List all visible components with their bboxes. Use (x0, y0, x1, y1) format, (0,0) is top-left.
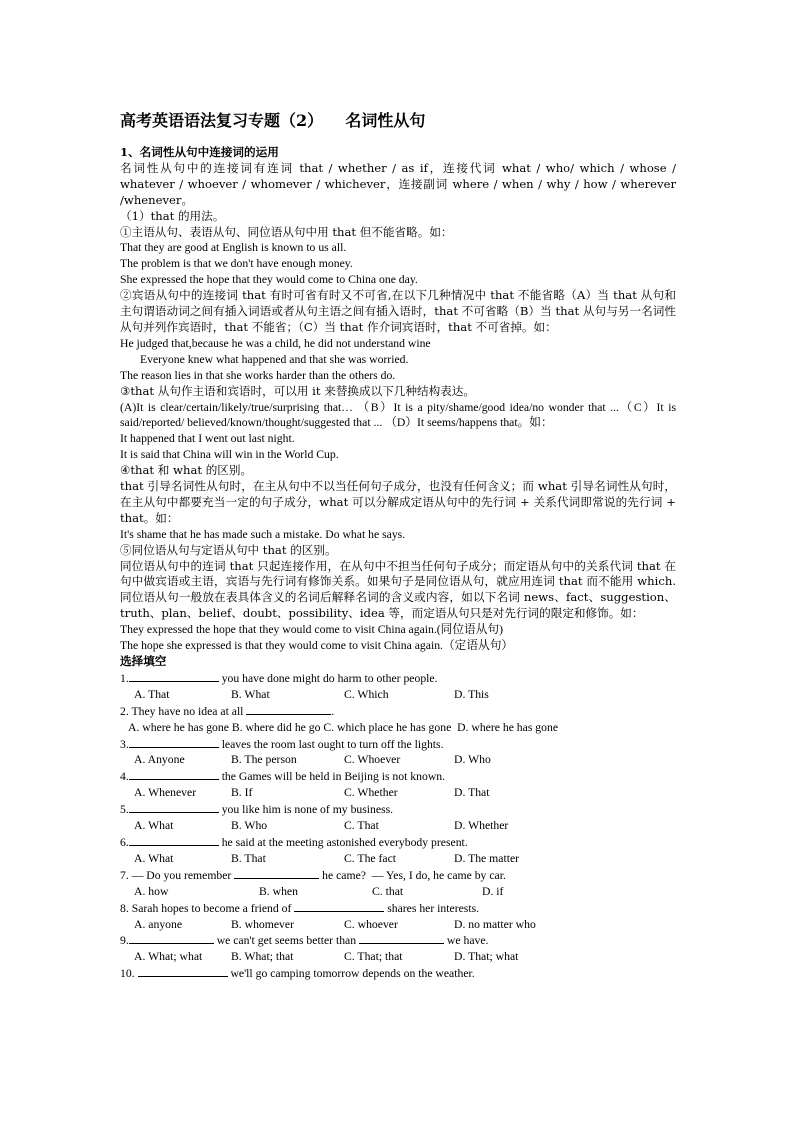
document-page (120, 108, 676, 982)
option[interactable]: A. What (134, 819, 174, 833)
answer-blank[interactable] (129, 670, 219, 682)
example-sentence: He judged that,because he was a child, he did not understand wine (120, 336, 431, 350)
rule-2-paragraph: ②宾语从句中的连接词 that 有时可省有时又不可省,在以下几种情况中 that 不能省略（A）当 that 从句和主句谓语动词之间有插入词语或者从句主语之间有插入语时，that 不可省略（B）当 that 从句与另一名词性从句并列作宾语时，that 不能省；（C）当 that 作介词宾语时，that 不可省掉。如： (120, 288, 676, 334)
example-sentence: They expressed the hope that they would come to visit China again.(同位语从句) (120, 623, 504, 637)
question-4: 4. the Games will be held in Beijing is not known. (120, 770, 446, 784)
example-sentence: It happened that I went out last night. (120, 432, 295, 446)
question-2: 2. They have no idea at all . (120, 704, 335, 718)
answer-blank[interactable] (246, 703, 331, 715)
option[interactable]: A. how (134, 884, 169, 898)
question-9: 9. we can't get seems better than we have. (120, 934, 489, 948)
options-row (120, 851, 676, 867)
options-row (120, 884, 676, 900)
options-row (120, 785, 676, 801)
question-8: 8. Sarah hopes to become a friend of shares her interests. (120, 901, 480, 915)
question-6: 6. he said at the meeting astonished everybody present. (120, 835, 468, 849)
option[interactable]: D. no matter who (454, 917, 536, 931)
option[interactable]: A. What; what (134, 950, 203, 964)
option[interactable]: D. This (454, 687, 489, 701)
example-sentence: The reason lies in that she works harder than the others do. (120, 368, 396, 382)
section-heading: 1、名词性从句中连接词的运用 (120, 145, 279, 159)
options-row (120, 752, 676, 768)
option[interactable]: A. anyone (134, 917, 183, 931)
option[interactable]: B. The person (231, 753, 297, 767)
options-row (120, 949, 676, 965)
rule-5-heading: ⑤同位语从句与定语从句中 that 的区别。 (120, 542, 337, 557)
question-1: 1. you have done might do harm to other people. (120, 671, 438, 685)
options-row (120, 687, 676, 703)
answer-blank[interactable] (359, 932, 444, 944)
option[interactable]: C. Which (344, 687, 389, 701)
question-3: 3. leaves the room last ought to turn off the lights. (120, 737, 444, 751)
question-10: 10. we'll go camping tomorrow depends on the weather. (120, 967, 475, 981)
option[interactable]: B. What (231, 687, 270, 701)
rule-4-paragraph: that 引导名词性从句时，在主从句中不以当任何句子成分，也没有任何含义；而 what 引导名词性从句时，在主从句中都要充当一定的句子成分，what 可以分解成定语从句中的先行词 + 关系代词即常说的先行词 + that。如： (120, 479, 676, 525)
answer-blank[interactable] (129, 768, 219, 780)
intro-paragraph: 名词性从句中的连接词有连词 that / whether / as if，连接代词 what / who/ which / whose / whatever / whoever / whomever / whichever，连接副词 where / when / why / how / wherever /whenever。 (120, 160, 676, 207)
answer-blank[interactable] (234, 867, 319, 879)
option[interactable]: B. Who (231, 819, 268, 833)
rule-4-heading: ④that 和 what 的区别。 (120, 463, 253, 478)
option[interactable]: A. Anyone (134, 753, 185, 767)
example-sentence: She expressed the hope that they would come to China one day. (120, 273, 418, 287)
answer-blank[interactable] (129, 834, 219, 846)
option[interactable]: B. whomever (231, 917, 294, 931)
rule-1-heading: ①主语从句、表语从句、同位语从句中用 that 但不能省略。如： (120, 224, 453, 239)
question-7: 7. — Do you remember he came? — Yes, I do, he came by car. (120, 868, 506, 882)
example-sentence: That they are good at English is known to us all. (120, 241, 347, 255)
option[interactable]: C. That; that (344, 950, 403, 964)
option[interactable]: C. that (372, 884, 404, 898)
example-sentence: It's shame that he has made such a mistake. Do what he says. (120, 527, 406, 541)
option[interactable]: C. whoever (344, 917, 398, 931)
option[interactable]: A. That (134, 687, 170, 701)
option[interactable]: B. What; that (231, 950, 294, 964)
option[interactable]: C. The fact (344, 851, 397, 865)
answer-blank[interactable] (294, 900, 384, 912)
example-sentence: Everyone knew what happened and that she was worried. (140, 352, 409, 366)
option[interactable]: B. That (231, 851, 266, 865)
option[interactable]: D. That (454, 786, 490, 800)
example-sentence: The hope she expressed is that they would come to visit China again.（定语从句） (120, 639, 514, 653)
page-title: 高考英语语法复习专题（2） 名词性从句 (120, 111, 426, 130)
answer-blank[interactable] (129, 736, 219, 748)
options-row (120, 917, 676, 933)
option[interactable]: B. when (259, 884, 298, 898)
option[interactable]: D. That; what (454, 950, 519, 964)
option[interactable]: D. Who (454, 753, 491, 767)
option[interactable]: C. Whoever (344, 753, 401, 767)
option[interactable]: B. If (231, 786, 253, 800)
example-sentence: The problem is that we don't have enough money. (120, 257, 353, 271)
rule-5-paragraph: 同位语从句中的连词 that 只起连接作用，在从句中不担当任何句子成分；而定语从句中的关系代词 that 在句中做宾语或主语，宾语与先行词有修饰关系。如果句子是同位语从句，就应用连词 that 而不能用 which.同位语从句一般放在表具体含义的名词后解释名词的含义或内容，如以下名词 news、fact、suggestion、truth、plan、belief、doubt、possibility、idea 等，而定语从句只是对先行词的限定和修饰。如： (120, 558, 677, 621)
rule-3-paragraph: (A)It is clear/certain/likely/true/surprising that… （B）It is a pity/shame/good idea/no wonder that ...（C）It is said/reported/ believed/known/thought/suggested that ... （D）It seems/happens that。如： (120, 400, 676, 430)
exercise-heading: 选择填空 (120, 654, 167, 668)
answer-blank[interactable] (129, 801, 219, 813)
option[interactable]: C. That (344, 819, 379, 833)
option[interactable]: A. Whenever (134, 786, 197, 800)
rule-3-heading: ③that 从句作主语和宾语时，可以用 it 来替换成以下几种结构表达。 (120, 383, 475, 398)
option[interactable]: D. if (482, 884, 504, 898)
question-5: 5. you like him is none of my business. (120, 803, 394, 817)
option[interactable]: A. What (134, 851, 174, 865)
options-row (120, 818, 676, 834)
answer-blank[interactable] (138, 965, 228, 977)
option[interactable]: C. Whether (344, 786, 398, 800)
example-sentence: It is said that China will win in the World Cup. (120, 448, 339, 462)
option[interactable]: D. Whether (454, 819, 509, 833)
answer-blank[interactable] (129, 932, 214, 944)
subsection-heading: （1）that 的用法。 (120, 208, 225, 223)
option[interactable]: D. The matter (454, 851, 520, 865)
options-row[interactable]: A. where he has gone B. where did he go C. which place he has gone D. where he has gone (128, 720, 559, 734)
